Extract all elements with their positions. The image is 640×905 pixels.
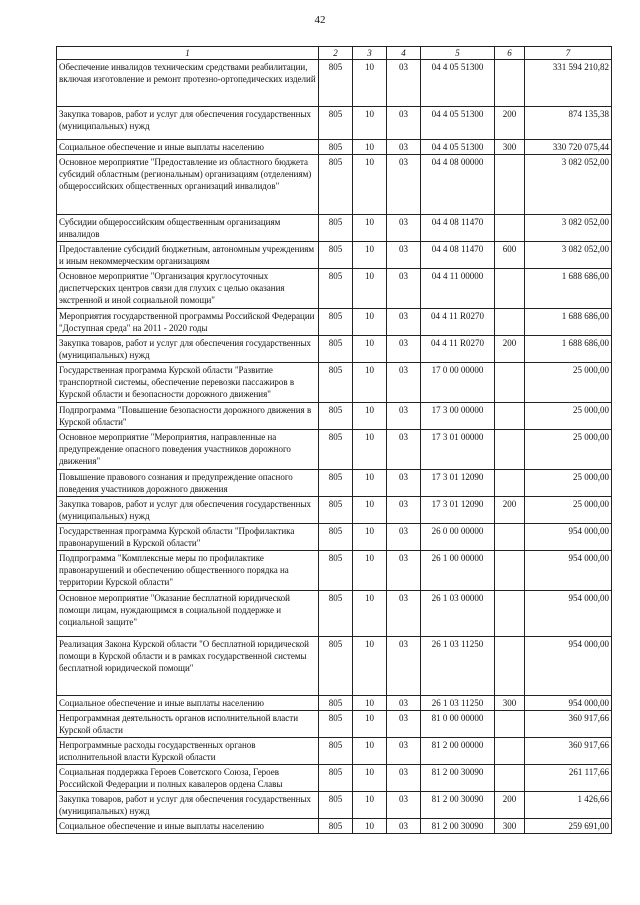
table-row xyxy=(57,155,612,215)
cell-amount: 1 688 686,00 xyxy=(525,309,612,336)
cell-description: Подпрограмма "Повышение безопасности дорожного движения в Курской области" xyxy=(57,403,319,430)
cell-target-item-code: 04 4 08 11470 xyxy=(421,242,495,269)
cell-target-item-code: 81 2 00 00000 xyxy=(421,738,495,765)
table-row xyxy=(57,497,612,524)
cell-subsection-code: 03 xyxy=(387,363,421,403)
cell-amount: 954 000,00 xyxy=(525,637,612,696)
cell-ministry-code: 805 xyxy=(319,309,353,336)
cell-ministry-code: 805 xyxy=(319,363,353,403)
table-row xyxy=(57,591,612,637)
cell-description: Реализация Закона Курской области "О бесплатной юридической помощи в Курской области и в рамках государственной системы бесплатной юридической помощи" xyxy=(57,637,319,696)
cell-subsection-code: 03 xyxy=(387,819,421,834)
cell-section-code: 10 xyxy=(353,107,387,140)
cell-section-code: 10 xyxy=(353,819,387,834)
cell-description: Подпрограмма "Комплексные меры по профилактике правонарушений и обеспечению общественного порядка на территории Курской области" xyxy=(57,551,319,591)
cell-expense-type-code: 200 xyxy=(495,107,525,140)
table-row xyxy=(57,819,612,834)
cell-target-item-code: 17 0 00 00000 xyxy=(421,363,495,403)
cell-expense-type-code xyxy=(495,551,525,591)
cell-section-code: 10 xyxy=(353,140,387,155)
table-row xyxy=(57,107,612,140)
cell-target-item-code: 04 4 08 00000 xyxy=(421,155,495,215)
cell-section-code: 10 xyxy=(353,765,387,792)
header-row xyxy=(57,47,612,60)
column-header-4: 4 xyxy=(387,47,421,60)
table-row xyxy=(57,470,612,497)
table-row xyxy=(57,765,612,792)
cell-ministry-code: 805 xyxy=(319,637,353,696)
cell-target-item-code: 17 3 01 00000 xyxy=(421,430,495,470)
cell-expense-type-code xyxy=(495,309,525,336)
cell-amount: 25 000,00 xyxy=(525,497,612,524)
cell-expense-type-code xyxy=(495,524,525,551)
cell-section-code: 10 xyxy=(353,792,387,819)
cell-subsection-code: 03 xyxy=(387,155,421,215)
cell-expense-type-code xyxy=(495,269,525,309)
cell-target-item-code: 26 0 00 00000 xyxy=(421,524,495,551)
cell-expense-type-code xyxy=(495,215,525,242)
cell-target-item-code: 04 4 05 51300 xyxy=(421,140,495,155)
cell-amount: 954 000,00 xyxy=(525,524,612,551)
cell-expense-type-code: 300 xyxy=(495,140,525,155)
cell-subsection-code: 03 xyxy=(387,430,421,470)
cell-expense-type-code xyxy=(495,430,525,470)
cell-ministry-code: 805 xyxy=(319,60,353,107)
table-row xyxy=(57,309,612,336)
cell-expense-type-code xyxy=(495,637,525,696)
cell-description: Основное мероприятие "Мероприятия, направленные на предупреждение опасного поведения участников дорожного движения" xyxy=(57,430,319,470)
cell-target-item-code: 17 3 00 00000 xyxy=(421,403,495,430)
cell-amount: 1 688 686,00 xyxy=(525,336,612,363)
cell-ministry-code: 805 xyxy=(319,470,353,497)
cell-amount: 954 000,00 xyxy=(525,696,612,711)
table-row xyxy=(57,696,612,711)
table-row xyxy=(57,524,612,551)
cell-expense-type-code xyxy=(495,60,525,107)
cell-subsection-code: 03 xyxy=(387,269,421,309)
cell-ministry-code: 805 xyxy=(319,140,353,155)
table-row xyxy=(57,403,612,430)
cell-subsection-code: 03 xyxy=(387,242,421,269)
cell-ministry-code: 805 xyxy=(319,696,353,711)
cell-description: Непрограммные расходы государственных органов исполнительной власти Курской области xyxy=(57,738,319,765)
cell-subsection-code: 03 xyxy=(387,140,421,155)
cell-description: Основное мероприятие "Организация круглосуточных диспетчерских центров связи для глухих с целью оказания экстренной и иной социальной помощи" xyxy=(57,269,319,309)
cell-description: Основное мероприятие "Оказание бесплатной юридической помощи лицам, нуждающимся в социальной поддержке и социальной защите" xyxy=(57,591,319,637)
cell-subsection-code: 03 xyxy=(387,107,421,140)
cell-amount: 330 720 075,44 xyxy=(525,140,612,155)
cell-expense-type-code xyxy=(495,403,525,430)
column-header-7: 7 xyxy=(525,47,612,60)
cell-amount: 3 082 052,00 xyxy=(525,155,612,215)
cell-subsection-code: 03 xyxy=(387,524,421,551)
cell-section-code: 10 xyxy=(353,363,387,403)
table-body xyxy=(57,60,612,834)
cell-expense-type-code: 200 xyxy=(495,792,525,819)
cell-subsection-code: 03 xyxy=(387,792,421,819)
budget-table xyxy=(56,46,612,834)
cell-ministry-code: 805 xyxy=(319,336,353,363)
cell-ministry-code: 805 xyxy=(319,819,353,834)
cell-amount: 360 917,66 xyxy=(525,738,612,765)
cell-description: Непрограммная деятельность органов исполнительной власти Курской области xyxy=(57,711,319,738)
cell-expense-type-code xyxy=(495,738,525,765)
table-row xyxy=(57,242,612,269)
cell-amount: 3 082 052,00 xyxy=(525,242,612,269)
cell-description: Социальное обеспечение и иные выплаты населению xyxy=(57,140,319,155)
cell-expense-type-code xyxy=(495,363,525,403)
table-row xyxy=(57,60,612,107)
cell-amount: 25 000,00 xyxy=(525,430,612,470)
cell-expense-type-code: 200 xyxy=(495,336,525,363)
cell-amount: 954 000,00 xyxy=(525,591,612,637)
cell-expense-type-code xyxy=(495,155,525,215)
cell-subsection-code: 03 xyxy=(387,765,421,792)
cell-ministry-code: 805 xyxy=(319,765,353,792)
cell-subsection-code: 03 xyxy=(387,738,421,765)
cell-description: Закупка товаров, работ и услуг для обеспечения государственных (муниципальных) нужд xyxy=(57,792,319,819)
cell-amount: 331 594 210,82 xyxy=(525,60,612,107)
column-header-5: 5 xyxy=(421,47,495,60)
cell-amount: 874 135,38 xyxy=(525,107,612,140)
cell-expense-type-code xyxy=(495,765,525,792)
cell-section-code: 10 xyxy=(353,336,387,363)
cell-target-item-code: 04 4 08 11470 xyxy=(421,215,495,242)
table-row xyxy=(57,711,612,738)
cell-section-code: 10 xyxy=(353,60,387,107)
cell-subsection-code: 03 xyxy=(387,551,421,591)
table-row xyxy=(57,637,612,696)
cell-expense-type-code xyxy=(495,711,525,738)
cell-section-code: 10 xyxy=(353,637,387,696)
cell-section-code: 10 xyxy=(353,269,387,309)
cell-ministry-code: 805 xyxy=(319,524,353,551)
cell-description: Государственная программа Курской области "Профилактика правонарушений в Курской области" xyxy=(57,524,319,551)
cell-subsection-code: 03 xyxy=(387,497,421,524)
cell-subsection-code: 03 xyxy=(387,591,421,637)
cell-subsection-code: 03 xyxy=(387,215,421,242)
cell-section-code: 10 xyxy=(353,215,387,242)
cell-subsection-code: 03 xyxy=(387,637,421,696)
cell-target-item-code: 81 2 00 30090 xyxy=(421,792,495,819)
table-row xyxy=(57,792,612,819)
cell-description: Закупка товаров, работ и услуг для обеспечения государственных (муниципальных) нужд xyxy=(57,336,319,363)
cell-ministry-code: 805 xyxy=(319,792,353,819)
cell-amount: 1 426,66 xyxy=(525,792,612,819)
column-header-2: 2 xyxy=(319,47,353,60)
cell-ministry-code: 805 xyxy=(319,269,353,309)
cell-target-item-code: 26 1 03 11250 xyxy=(421,637,495,696)
cell-amount: 3 082 052,00 xyxy=(525,215,612,242)
cell-target-item-code: 04 4 05 51300 xyxy=(421,107,495,140)
cell-description: Социальное обеспечение и иные выплаты населению xyxy=(57,696,319,711)
cell-amount: 954 000,00 xyxy=(525,551,612,591)
table-row xyxy=(57,551,612,591)
cell-expense-type-code: 300 xyxy=(495,696,525,711)
cell-section-code: 10 xyxy=(353,309,387,336)
cell-ministry-code: 805 xyxy=(319,215,353,242)
cell-section-code: 10 xyxy=(353,155,387,215)
table-row xyxy=(57,738,612,765)
column-header-1: 1 xyxy=(57,47,319,60)
cell-section-code: 10 xyxy=(353,403,387,430)
cell-description: Повышение правового сознания и предупреждение опасного поведения участников дорожного движения xyxy=(57,470,319,497)
cell-description: Социальное обеспечение и иные выплаты населению xyxy=(57,819,319,834)
cell-amount: 25 000,00 xyxy=(525,363,612,403)
cell-target-item-code: 81 2 00 30090 xyxy=(421,765,495,792)
cell-ministry-code: 805 xyxy=(319,551,353,591)
table-row xyxy=(57,215,612,242)
cell-description: Закупка товаров, работ и услуг для обеспечения государственных (муниципальных) нужд xyxy=(57,497,319,524)
cell-target-item-code: 04 4 05 51300 xyxy=(421,60,495,107)
cell-target-item-code: 81 0 00 00000 xyxy=(421,711,495,738)
cell-section-code: 10 xyxy=(353,497,387,524)
cell-ministry-code: 805 xyxy=(319,403,353,430)
cell-target-item-code: 26 1 03 11250 xyxy=(421,696,495,711)
cell-section-code: 10 xyxy=(353,430,387,470)
cell-amount: 25 000,00 xyxy=(525,470,612,497)
cell-section-code: 10 xyxy=(353,696,387,711)
cell-ministry-code: 805 xyxy=(319,497,353,524)
cell-ministry-code: 805 xyxy=(319,430,353,470)
cell-description: Предоставление субсидий бюджетным, автономным учреждениям и иным некоммерческим организациям xyxy=(57,242,319,269)
table-row xyxy=(57,336,612,363)
cell-expense-type-code: 200 xyxy=(495,497,525,524)
cell-description: Закупка товаров, работ и услуг для обеспечения государственных (муниципальных) нужд xyxy=(57,107,319,140)
cell-ministry-code: 805 xyxy=(319,738,353,765)
cell-subsection-code: 03 xyxy=(387,309,421,336)
cell-description: Субсидии общероссийским общественным организациям инвалидов xyxy=(57,215,319,242)
cell-section-code: 10 xyxy=(353,738,387,765)
cell-section-code: 10 xyxy=(353,470,387,497)
cell-target-item-code: 17 3 01 12090 xyxy=(421,470,495,497)
cell-description: Основное мероприятие "Предоставление из областного бюджета субсидий областным (региональным) организациям (отделениям) общероссийских общественных организаций инвалидов" xyxy=(57,155,319,215)
cell-ministry-code: 805 xyxy=(319,107,353,140)
cell-expense-type-code xyxy=(495,591,525,637)
cell-expense-type-code: 300 xyxy=(495,819,525,834)
cell-ministry-code: 805 xyxy=(319,711,353,738)
cell-amount: 360 917,66 xyxy=(525,711,612,738)
table-row xyxy=(57,269,612,309)
cell-target-item-code: 26 1 03 00000 xyxy=(421,591,495,637)
cell-description: Государственная программа Курской области "Развитие транспортной системы, обеспечение перевозки пассажиров в Курской области и безопасности дорожного движения" xyxy=(57,363,319,403)
cell-subsection-code: 03 xyxy=(387,60,421,107)
cell-section-code: 10 xyxy=(353,242,387,269)
cell-target-item-code: 26 1 00 00000 xyxy=(421,551,495,591)
table-row xyxy=(57,140,612,155)
cell-amount: 25 000,00 xyxy=(525,403,612,430)
cell-ministry-code: 805 xyxy=(319,155,353,215)
cell-description: Социальная поддержка Героев Советского Союза, Героев Российской Федерации и полных кавалеров ордена Славы xyxy=(57,765,319,792)
cell-description: Обеспечение инвалидов техническим средствами реабилитации, включая изготовление и ремонт протезно-ортопедических изделий xyxy=(57,60,319,107)
cell-amount: 259 691,00 xyxy=(525,819,612,834)
cell-target-item-code: 04 4 11 R0270 xyxy=(421,309,495,336)
page-number: 42 xyxy=(314,14,326,26)
cell-subsection-code: 03 xyxy=(387,470,421,497)
cell-ministry-code: 805 xyxy=(319,242,353,269)
cell-amount: 261 117,66 xyxy=(525,765,612,792)
table-row xyxy=(57,363,612,403)
table-row xyxy=(57,430,612,470)
cell-section-code: 10 xyxy=(353,551,387,591)
cell-target-item-code: 17 3 01 12090 xyxy=(421,497,495,524)
cell-expense-type-code xyxy=(495,470,525,497)
cell-target-item-code: 04 4 11 R0270 xyxy=(421,336,495,363)
column-header-3: 3 xyxy=(353,47,387,60)
cell-expense-type-code: 600 xyxy=(495,242,525,269)
column-header-6: 6 xyxy=(495,47,525,60)
cell-target-item-code: 04 4 11 00000 xyxy=(421,269,495,309)
cell-amount: 1 688 686,00 xyxy=(525,269,612,309)
cell-subsection-code: 03 xyxy=(387,711,421,738)
cell-subsection-code: 03 xyxy=(387,696,421,711)
cell-section-code: 10 xyxy=(353,591,387,637)
cell-section-code: 10 xyxy=(353,524,387,551)
cell-subsection-code: 03 xyxy=(387,403,421,430)
cell-section-code: 10 xyxy=(353,711,387,738)
cell-target-item-code: 81 2 00 30090 xyxy=(421,819,495,834)
cell-subsection-code: 03 xyxy=(387,336,421,363)
cell-description: Мероприятия государственной программы Российской Федерации "Доступная среда" на 2011 - 2020 годы xyxy=(57,309,319,336)
cell-ministry-code: 805 xyxy=(319,591,353,637)
